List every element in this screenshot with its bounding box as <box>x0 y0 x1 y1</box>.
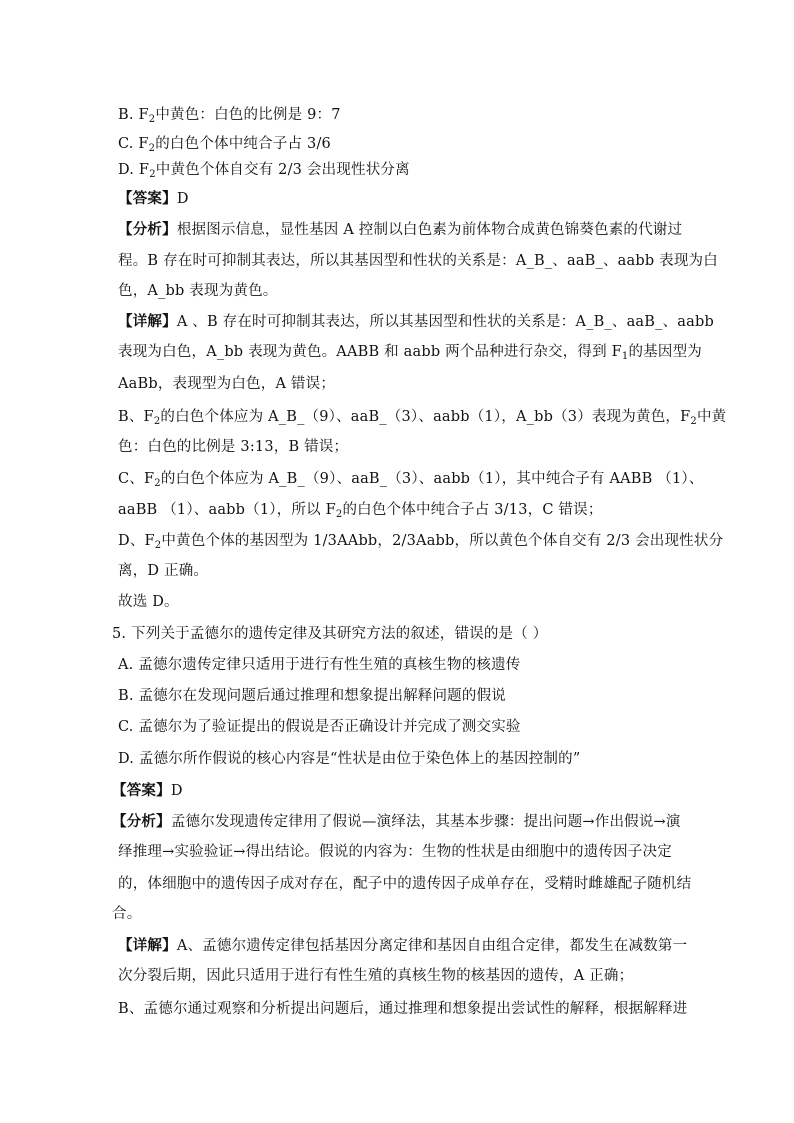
text-run: 程。B 存在时可抑制其表达，所以其基因型和性状的关系是：A_B_、aaB_、aabb 表现为白 <box>118 253 718 269</box>
text-run: C. 孟德尔为了验证提出的假说是否正确设计并完成了测交实验 <box>118 719 521 735</box>
text-line-detail-prev-2 <box>118 343 702 361</box>
text-run: 中黄色个体自交有 2/3 会出现性状分离 <box>155 162 410 178</box>
section-label: 【分析】 <box>112 813 171 830</box>
text-run: 合。 <box>112 906 142 922</box>
text-run: B. F <box>118 107 149 123</box>
text-line-q5-opt-b <box>118 687 506 705</box>
text-line-opt-b-prev <box>118 106 341 124</box>
text-line-detail-prev-7 <box>118 501 603 519</box>
text-run: 中黄 <box>696 409 727 425</box>
text-line-q5-opt-d <box>118 750 580 768</box>
subscript: 2 <box>154 540 162 551</box>
text-line-q5-analysis-3 <box>118 875 691 893</box>
text-run: AaBb，表现型为白色，A 错误； <box>118 376 336 392</box>
text-run: 表现为白色，A_bb 表现为黄色。AABB 和 aabb 两个品种进行杂交，得到 F <box>118 344 622 360</box>
text-run: 色，A_bb 表现为黄色。 <box>118 283 278 299</box>
text-line-q5-answer <box>112 782 183 800</box>
text-run: B、F <box>118 409 154 425</box>
text-run: B. 孟德尔在发现问题后通过推理和想象提出解释问题的假说 <box>118 688 506 704</box>
text-run: 色：白色的比例是 3:13，B 错误； <box>118 439 349 455</box>
subscript: 2 <box>148 114 156 125</box>
text-line-detail-prev-5 <box>118 438 348 456</box>
text-run: A. 孟德尔遗传定律只适用于进行有性生殖的真核生物的核遗传 <box>118 657 521 673</box>
text-line-q5-detail-1 <box>118 937 687 955</box>
text-run: aaBB （1）、aabb（1），所以 F <box>118 502 336 518</box>
text-line-q5-detail-2 <box>118 967 633 985</box>
text-run: B、孟德尔通过观察和分析提出问题后，通过推理和想象提出尝试性的解释，根据解释进 <box>118 1001 688 1017</box>
text-run: 的基因型为 <box>628 344 702 360</box>
section-label: 【答案】 <box>112 782 171 799</box>
text-line-q5-stem <box>112 625 547 643</box>
text-run: D、F <box>118 533 155 549</box>
text-run: 次分裂后期，因此只适用于进行有性生殖的真核生物的核基因的遗传，A 正确； <box>118 968 634 984</box>
text-run: 中黄色：白色的比例是 9：7 <box>155 107 341 123</box>
text-run: 的，体细胞中的遗传因子成对存在，配子中的遗传因子成单存在，受精时雌雄配子随机结 <box>118 876 692 892</box>
text-line-q5-opt-a <box>118 656 521 674</box>
text-line-q5-analysis-1 <box>112 813 681 831</box>
text-line-opt-c-prev <box>118 135 331 153</box>
text-run: 的白色个体中纯合子占 3/13，C 错误； <box>342 502 603 518</box>
text-run: 故选 D。 <box>118 594 179 610</box>
text-line-detail-prev-1 <box>118 313 714 331</box>
text-line-detail-prev-3 <box>118 375 335 393</box>
subscript: 2 <box>149 169 156 180</box>
text-line-q5-detail-3 <box>118 1000 687 1018</box>
text-run: D. 孟德尔所作假说的核心内容是“性状是由位于染色体上的基因控制的” <box>118 751 581 767</box>
text-run: 根据图示信息，显性基因 A 控制以白色素为前体物合成黄色锦葵色素的代谢过 <box>176 222 683 238</box>
text-run: D <box>176 191 189 207</box>
subscript: 1 <box>621 351 629 362</box>
text-line-answer-prev <box>118 190 189 208</box>
text-run: 绎推理→实验验证→得出结论。假说的内容为：生物的性状是由细胞中的遗传因子决定 <box>118 844 672 860</box>
text-run: 孟德尔发现遗传定律用了假说—演绎法，其基本步骤：提出问题→作出假说→演 <box>170 814 681 830</box>
section-label: 【分析】 <box>118 221 177 238</box>
text-line-q5-opt-c <box>118 718 521 736</box>
text-run: 的白色个体中纯合子占 3/6 <box>155 136 331 152</box>
text-run: 离，D 正确。 <box>118 563 209 579</box>
text-line-q5-analysis-2 <box>118 843 672 861</box>
text-line-choose-prev <box>118 593 179 611</box>
text-line-detail-prev-8 <box>118 532 723 550</box>
text-run: D <box>170 783 183 799</box>
section-label: 【答案】 <box>118 190 177 207</box>
subscript: 2 <box>148 143 156 154</box>
subscript: 2 <box>335 509 343 520</box>
text-line-detail-prev-6 <box>118 470 704 488</box>
subscript: 2 <box>690 416 697 427</box>
text-line-analysis-prev-2 <box>118 252 718 270</box>
text-run: A、孟德尔遗传定律包括基因分离定律和基因自由组合定律，都发生在减数第一 <box>176 938 688 954</box>
text-line-q5-analysis-4 <box>112 905 141 923</box>
text-run: A 、B 存在时可抑制其表达，所以其基因型和性状的关系是：A_B_、aaB_、aabb <box>176 314 714 330</box>
text-line-detail-prev-9 <box>118 562 208 580</box>
text-line-opt-d-prev <box>118 161 410 179</box>
text-line-analysis-prev-3 <box>118 282 278 300</box>
text-run: 中黄色个体的基因型为 1/3AAbb，2/3Aabb，所以黄色个体自交有 2/3 会出现性状分 <box>161 533 724 549</box>
text-run: 的白色个体应为 A_B_（9）、aaB_（3）、aabb（1），A_bb（3）表现为黄色，F <box>160 409 691 425</box>
subscript: 2 <box>154 478 161 489</box>
text-line-detail-prev-4 <box>118 408 726 426</box>
text-line-analysis-prev-1 <box>118 221 682 239</box>
section-label: 【详解】 <box>118 313 177 330</box>
text-run: C、F <box>118 471 155 487</box>
section-label: 【详解】 <box>118 937 177 954</box>
subscript: 2 <box>153 416 161 427</box>
text-run: 5. 下列关于孟德尔的遗传定律及其研究方法的叙述，错误的是（ ） <box>112 626 548 642</box>
text-run: D. F <box>118 162 150 178</box>
text-run: C. F <box>118 136 149 152</box>
text-run: 的白色个体应为 A_B_（9）、aaB_（3）、aabb（1），其中纯合子有 AABB （1）、 <box>160 471 704 487</box>
